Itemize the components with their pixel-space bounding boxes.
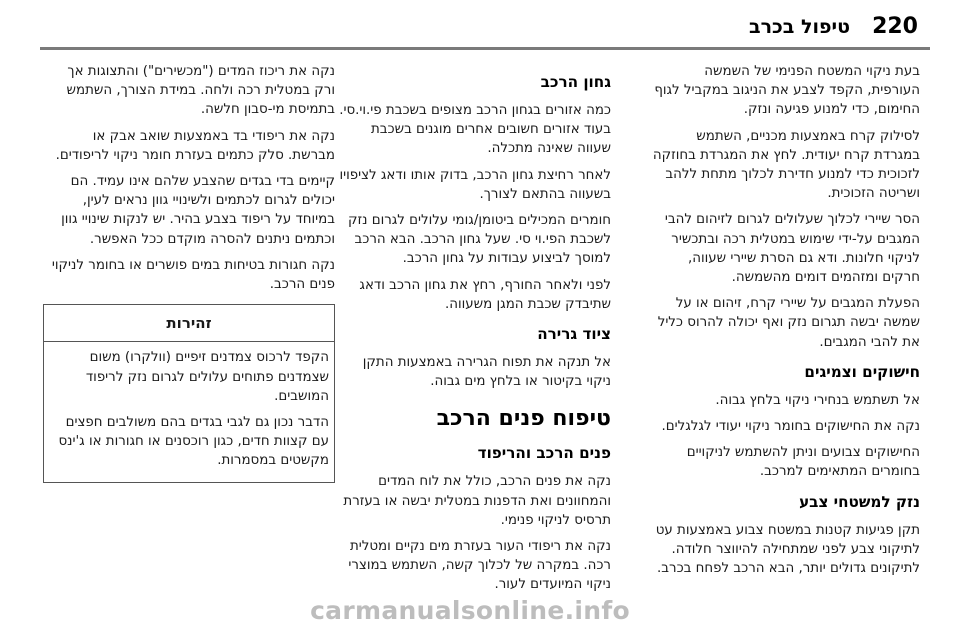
paragraph: קיימים בדי בגדים שהצבע שלהם אינו עמיד. הם יכולים לגרום לכתמים ולשינויי גוון נראים לעין, במיוחד על ריפוד בצבע בהיר. יש לנקות שינויי גוון וכתמים ניתנים להסרה מוקדם ככל האפשר.: [61, 174, 335, 247]
paragraph: נקה את ריפודי בד באמצעות שואב אבק או מברשת. סלק כתמים בעזרת חומר ניקוי לריפודים.: [55, 128, 335, 163]
paragraph: נקה את פנים הרכב, כולל את לוח המדים והמחוונים ואת הדפנות במטלית יבשה או בעזרת תרסיס לניקוי פנימי.: [343, 474, 611, 528]
section-heading: נזק למשטחי צבע: [799, 492, 920, 511]
paragraph: הסר שיירי לכלוך שעלולים לגרום לזיהום להבי המגבים על-ידי שימוש במטלית רכה ובתכשיר לניקוי חלונות. ודא גם הסרת שיירי שעווה, חרקים ומזהמים דומים מהשמשה.: [664, 212, 920, 286]
caution-body: [44, 342, 334, 481]
paragraph: חומרים המכילים ביטומן/גומי עלולים לגרום נזק לשכבת הפי.וי סי. שעל גחון הרכב. הבא הרכב למוסך לביצוע עבודות על גחון הרכב.: [347, 213, 611, 267]
paragraph: תקן פגיעות קטנות במשטח צבוע באמצעות עט לתיקוני צבע לפני שמתחילה להיווצר חלודה. לתיקונים גדולים יותר, הבא הרכב לפחח בכרב.: [655, 522, 920, 577]
paragraph: נקה את החישוקים בחומר ניקוי יעודי לגלגלים.: [661, 419, 920, 435]
paragraph: נקה את ריפודי העור בעזרת מים נקיים ומטלית רכה. במקרה של לכלוך קשה, השתמש במוצרי ניקוי המיועדים לעור.: [348, 539, 611, 593]
page-number: 220: [872, 14, 918, 39]
column-right: [648, 62, 920, 585]
column-left: [43, 62, 335, 483]
section-heading: גחון הרכב: [540, 73, 611, 91]
header-rule: [40, 47, 930, 50]
running-title: טיפול בכרב: [748, 16, 850, 38]
column-left-text: [43, 62, 335, 294]
paragraph: נקה חגורות בטיחות במים פושרים או בחומר לניקוי פנים הרכב.: [51, 257, 335, 293]
section-heading: טיפוח פנים הרכב: [436, 406, 611, 432]
caution-paragraph: הקפד לרכוס צמדנים זיפיים (וולקרו) משום שצמדנים פתוחים עלולים לגרום נזק לריפוד המושבים.: [85, 350, 329, 404]
paragraph: אל תנקה את תפוח הגרירה באמצעות התקן ניקוי בקיטור או בלחץ מים גבוה.: [362, 355, 611, 390]
paragraph: אל תשתמש בנחירי ניקוי בלחץ גבוה.: [715, 392, 920, 408]
section-heading: ציוד גרירה: [537, 325, 611, 344]
paragraph: הפעלת המגבים על שיירי קרח, זיהום או על שמשה יבשה תגרום נזק ואף יכולה להרוס כליל את להבי המגבים.: [657, 296, 920, 350]
paragraph: לפני ולאחר החורף, רחץ את גחון הרכב ודאג שתיבדק שכבת המגן משעווה.: [359, 277, 611, 312]
paragraph: בעת ניקוי המשטח הפנימי של השמשה העורפית, הקפד לצבע את הניגוב במקביל לגוף החימום, כדי למנוע פגיעה ונזק.: [654, 64, 920, 118]
paragraph: החישוקים צבועים וניתן להשתמש לניקויים בחומרים המתאימים למרכב.: [686, 445, 920, 480]
paragraph: לסילוק קרח באמצעות מכניים, השתמש במגרדת קרח יעודית. לחץ את המגרדת בחוזקה לזכוכית כדי למנוע חדירת לכלוך מתחת ללהב ושריטה הזכוכית.: [652, 128, 920, 202]
caution-title: זהירות: [44, 305, 334, 342]
paragraph: כמה אזורים בגחון הרכב מצופים בשכבת פי.וי.סי. בעוד אזורים חשובים אחרים מוגנים בשכבת שעווה שאינה מתכלה.: [339, 103, 611, 157]
watermark: carmanualsonline.info: [310, 596, 630, 625]
column-middle: [339, 62, 611, 602]
paragraph: לאחר רחיצת גחון הרכב, בדוק אותו ודאג לציפויו בשעווה בהתאם לצורך.: [339, 167, 611, 202]
section-heading: חישוקים וצמיגים: [804, 362, 920, 381]
caution-box: [43, 304, 335, 482]
section-heading: פנים הרכב והריפוד: [477, 444, 611, 463]
paragraph: נקה את ריכוז המדים ("מכשירים") והתצוגות אך ורק במטלית רכה ולחה. במידת הצורך, השתמש בתמיסת מי-סבון חלשה.: [66, 64, 335, 118]
caution-paragraph: הדבר נכון גם לגבי בגדים בהם משולבים חפצים עם קצוות חדים, כגון רוכסנים או חגורות או ג'ינס מקשטים במסמרות.: [58, 415, 329, 469]
page-header: [0, 0, 960, 46]
